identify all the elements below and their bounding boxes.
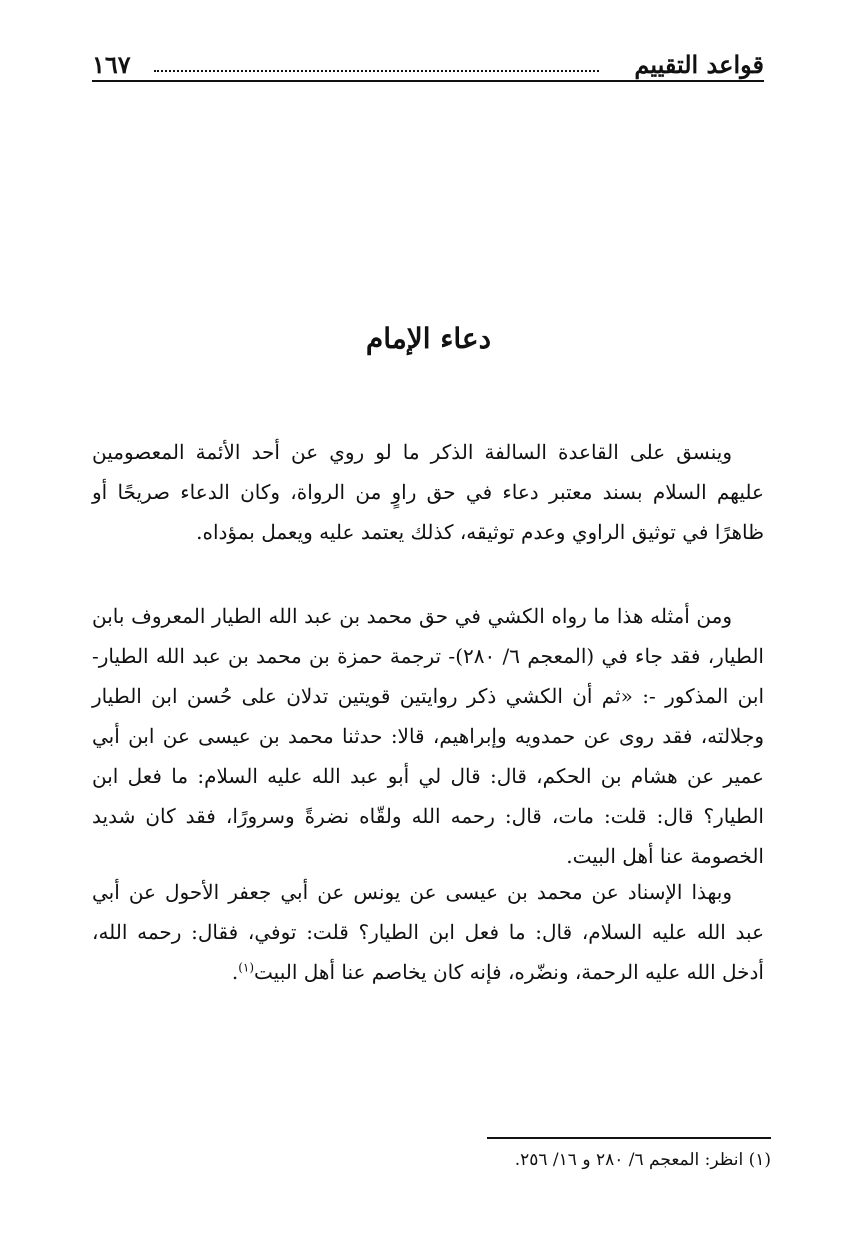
paragraph-2: [92, 596, 764, 876]
page-number: ١٦٧: [92, 50, 131, 79]
header-rule: [92, 80, 764, 82]
paragraph-3-text: وبهذا الإسناد عن محمد بن عيسى عن يونس عن أبي جعفر الأحول عن أبي عبد الله عليه السلام، قال: ما فعل ابن الطيار؟ قلت: توفي، فقال: رحمه الله، أدخل الله عليه الرحمة، ونضّره، فإنه كان يخاصم عنا أهل البيت: [92, 880, 764, 984]
header-dot-leader: [154, 70, 599, 72]
section-title: دعاء الإمام: [365, 322, 492, 355]
paragraph-1-text: وينسق على القاعدة السالفة الذكر ما لو روي عن أحد الأئمة المعصومين عليهم السلام بسند معتبر دعاء في حق راوٍ من الرواة، وكان الدعاء صريحًا أو ظاهرًا في توثيق الراوي وعدم توثيقه، كذلك يعتمد عليه ويعمل بمؤداه.: [92, 440, 764, 544]
running-header-title: قواعد التقييم: [634, 50, 764, 79]
paragraph-1: [92, 432, 764, 552]
paragraph-2-text: ومن أمثله هذا ما رواه الكشي في حق محمد بن عبد الله الطيار المعروف بابن الطيار، فقد جاء في (المعجم ٦/ ٢٨٠)- ترجمة حمزة بن محمد بن عبد الله الطيار- ابن المذكور -: «ثم أن الكشي ذكر روايتين قويتين تدلان على حُسن ابن الطيار وجلالته، فقد روى عن حمدويه وإبراهيم، قالا: حدثنا محمد بن عيسى عن ابن أبي عمير عن هشام بن الحكم، قال: قال لي أبو عبد الله عليه السلام: ما فعل ابن الطيار؟ قال: قلت: مات، قال: رحمه الله ولقّاه نضرةً وسرورًا، فقد كان شديد الخصومة عنا أهل البيت.: [92, 604, 764, 868]
footnote-marker: (١): [238, 960, 255, 975]
footnote-rule: [487, 1137, 771, 1139]
running-header: [92, 40, 764, 84]
footnote: (١) انظر: المعجم ٦/ ٢٨٠ و ١٦/ ٢٥٦.: [514, 1150, 771, 1170]
paragraph-3: [92, 872, 764, 992]
paragraph-3-end: .: [231, 960, 239, 984]
